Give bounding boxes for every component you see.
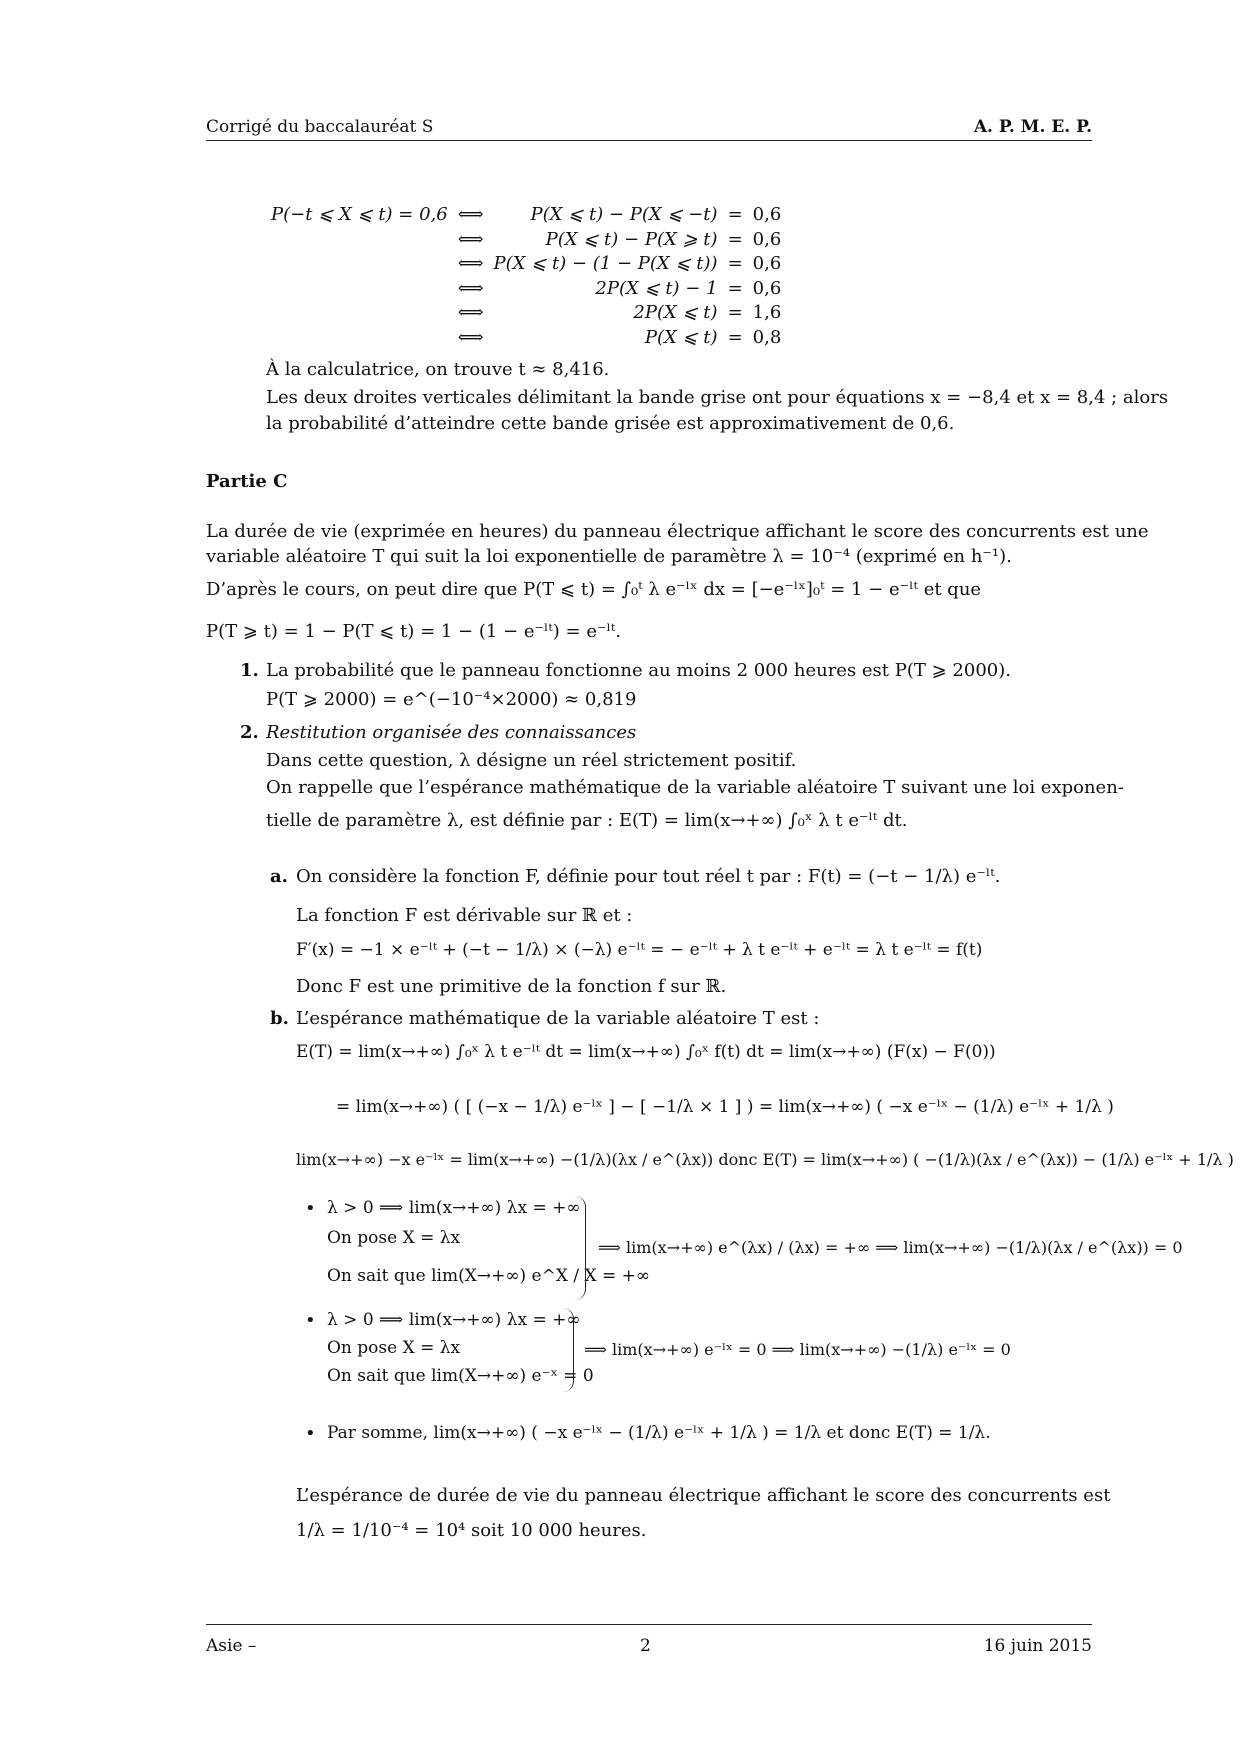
calc-line: À la calculatrice, on trouve t ≈ 8,416. [266,359,610,380]
equivalence-equals: = [727,326,743,348]
expectation-conclusion-2: 1/λ = 1/10⁻⁴ = 10⁴ soit 10 000 heures. [296,1520,647,1541]
equivalence-equals: = [727,253,743,274]
part-a-derivative: F′(x) = −1 × e⁻ˡᵗ + (−t − 1/λ) × (−λ) e⁻ˡᵗ = − e⁻ˡᵗ + λ t e⁻ˡᵗ + e⁻ˡᵗ = λ t e⁻ˡᵗ = f(t) [296,940,983,960]
equivalence-value: 0,6 [752,228,782,250]
bullet-2-line-b: On pose X = λx [327,1338,461,1358]
part-a-conclusion: Donc F est une primitive de la fonction f sur ℝ. [296,976,727,997]
equivalence-expr: 2P(X ⩽ t) − 1 [595,277,718,299]
bande-line-1: Les deux droites verticales délimitant la bande grise ont pour équations x = −8,4 et x = 8,4 ; alors [266,387,1169,408]
question-2-line-1: Dans cette question, λ désigne un réel strictement positif. [266,750,797,771]
bullet-1-line-c: On sait que lim(X→+∞) e^X / X = +∞ [327,1266,651,1286]
equivalence-row [266,301,786,326]
equivalence-arrow: ⟺ [457,302,484,323]
equivalence-arrow: ⟺ [457,326,484,348]
header-rule [206,140,1092,141]
question-2-title: Restitution organisée des connaissances [266,722,637,743]
question-1-text: La probabilité que le panneau fonctionne au moins 2 000 heures est P(T ⩾ 2000). [266,660,1011,681]
equivalence-chain [266,203,786,350]
equivalence-arrow: ⟺ [457,277,484,299]
equivalence-row [266,203,786,228]
part-b-label: b. [270,1008,289,1029]
equivalence-equals: = [727,204,743,225]
expectation-line-3: lim(x→+∞) −x e⁻ˡˣ = lim(x→+∞) −(1/λ)(λx / e^(λx)) donc E(T) = lim(x→+∞) ( −(1/λ)(λx / e^(λx)) − (1/λ) e⁻ˡˣ + 1/λ ) [296,1150,1234,1169]
intro-line-1: La durée de vie (exprimée en heures) du panneau électrique affichant le score des concurrents est une [206,521,1149,542]
footer-date: 16 juin 2015 [983,1636,1092,1656]
bullet-1-brace [575,1196,586,1300]
survival-formula: P(T ⩾ t) = 1 − P(T ⩽ t) = 1 − (1 − e⁻ˡᵗ) = e⁻ˡᵗ. [206,621,622,642]
equivalence-lhs [266,326,453,351]
page-number: 2 [640,1636,651,1656]
expectation-line-1: E(T) = lim(x→+∞) ∫₀ˣ λ t e⁻ˡᵗ dt = lim(x→+∞) ∫₀ˣ f(t) dt = lim(x→+∞) (F(x) − F(0)) [296,1042,996,1062]
bullet-3-dot: • [305,1423,316,1444]
bullet-2-result: ⟹ lim(x→+∞) e⁻ˡˣ = 0 ⟹ lim(x→+∞) −(1/λ) e⁻ˡˣ = 0 [584,1340,1011,1359]
bullet-2-line-c: On sait que lim(X→+∞) e⁻ˣ = 0 [327,1366,594,1386]
bullet-2-line-a: λ > 0 ⟹ lim(x→+∞) λx = +∞ [327,1310,581,1330]
equivalence-expr: P(X ⩽ t) [644,326,718,348]
bande-line-2: la probabilité d’atteindre cette bande grisée est approximativement de 0,6. [266,413,955,434]
equivalence-lhs [266,252,453,277]
equivalence-row [266,277,786,302]
bullet-1-dot: • [305,1198,316,1219]
equivalence-equals: = [727,277,743,299]
question-1-number: 1. [240,660,259,681]
question-2-line-3: tielle de paramètre λ, est définie par : E(T) = lim(x→+∞) ∫₀ˣ λ t e⁻ˡᵗ dt. [266,810,908,831]
header-left: Corrigé du baccalauréat S [206,117,434,137]
equivalence-arrow: ⟺ [457,253,484,274]
part-b-text: L’espérance mathématique de la variable aléatoire T est : [296,1008,820,1029]
equivalence-row [266,326,786,351]
equivalence-equals: = [727,228,743,250]
equivalence-expr: P(X ⩽ t) − P(X ⩾ t) [545,228,718,250]
question-2-line-2: On rappelle que l’espérance mathématique de la variable aléatoire T suivant une loi exponen- [266,777,1124,798]
expectation-line-2: = lim(x→+∞) ( [ (−x − 1/λ) e⁻ˡˣ ] − [ −1/λ × 1 ] ) = lim(x→+∞) ( −x e⁻ˡˣ − (1/λ) e⁻ˡˣ + 1/λ ) [336,1097,1114,1117]
equivalence-value: 1,6 [752,302,782,323]
section-title: Partie C [206,471,288,492]
footer-rule [206,1624,1092,1625]
bullet-2-brace [563,1308,574,1392]
bullet-3-text: Par somme, lim(x→+∞) ( −x e⁻ˡˣ − (1/λ) e⁻ˡˣ + 1/λ ) = 1/λ et donc E(T) = 1/λ. [327,1423,991,1443]
equivalence-lhs [266,301,453,326]
equivalence-expr: 2P(X ⩽ t) [633,302,718,323]
question-1-calc: P(T ⩾ 2000) = e^(−10⁻⁴×2000) ≈ 0,819 [266,689,637,710]
expectation-conclusion-1: L’espérance de durée de vie du panneau électrique affichant le score des concurrents est [296,1485,1111,1506]
equivalence-expr: P(X ⩽ t) − P(X ⩽ −t) [530,204,718,225]
footer-left: Asie – [206,1636,257,1656]
equivalence-lhs: P(−t ⩽ X ⩽ t) = 0,6 [271,204,448,225]
bullet-1-result: ⟹ lim(x→+∞) e^(λx) / (λx) = +∞ ⟹ lim(x→+∞) −(1/λ)(λx / e^(λx)) = 0 [598,1238,1183,1257]
equivalence-arrow: ⟺ [457,228,484,250]
equivalence-arrow: ⟺ [457,204,484,225]
part-a-text: On considère la fonction F, définie pour tout réel t par : F(t) = (−t − 1/λ) e⁻ˡᵗ. [296,866,1001,887]
equivalence-equals: = [727,302,743,323]
intro-line-2: variable aléatoire T qui suit la loi exponentielle de paramètre λ = 10⁻⁴ (exprimé en h⁻¹). [206,546,1012,567]
equivalence-value: 0,6 [752,253,782,274]
equivalence-value: 0,8 [752,326,782,348]
question-2-number: 2. [240,722,259,743]
course-formula: D’après le cours, on peut dire que P(T ⩽ t) = ∫₀ᵗ λ e⁻ˡˣ dx = [−e⁻ˡˣ]₀ᵗ = 1 − e⁻ˡᵗ et que [206,579,982,600]
bullet-1-line-a: λ > 0 ⟹ lim(x→+∞) λx = +∞ [327,1198,581,1218]
part-a-derivable: La fonction F est dérivable sur ℝ et : [296,905,633,926]
header-right: A. P. M. E. P. [973,117,1092,137]
bullet-2-dot: • [305,1310,316,1331]
equivalence-row [266,228,786,253]
part-a-label: a. [270,866,288,887]
equivalence-row [266,252,786,277]
equivalence-value: 0,6 [752,204,782,225]
equivalence-value: 0,6 [752,277,782,299]
equivalence-expr: P(X ⩽ t) − (1 − P(X ⩽ t)) [493,253,718,274]
bullet-1-line-b: On pose X = λx [327,1228,461,1248]
equivalence-lhs [266,228,453,253]
equivalence-lhs [266,277,453,302]
